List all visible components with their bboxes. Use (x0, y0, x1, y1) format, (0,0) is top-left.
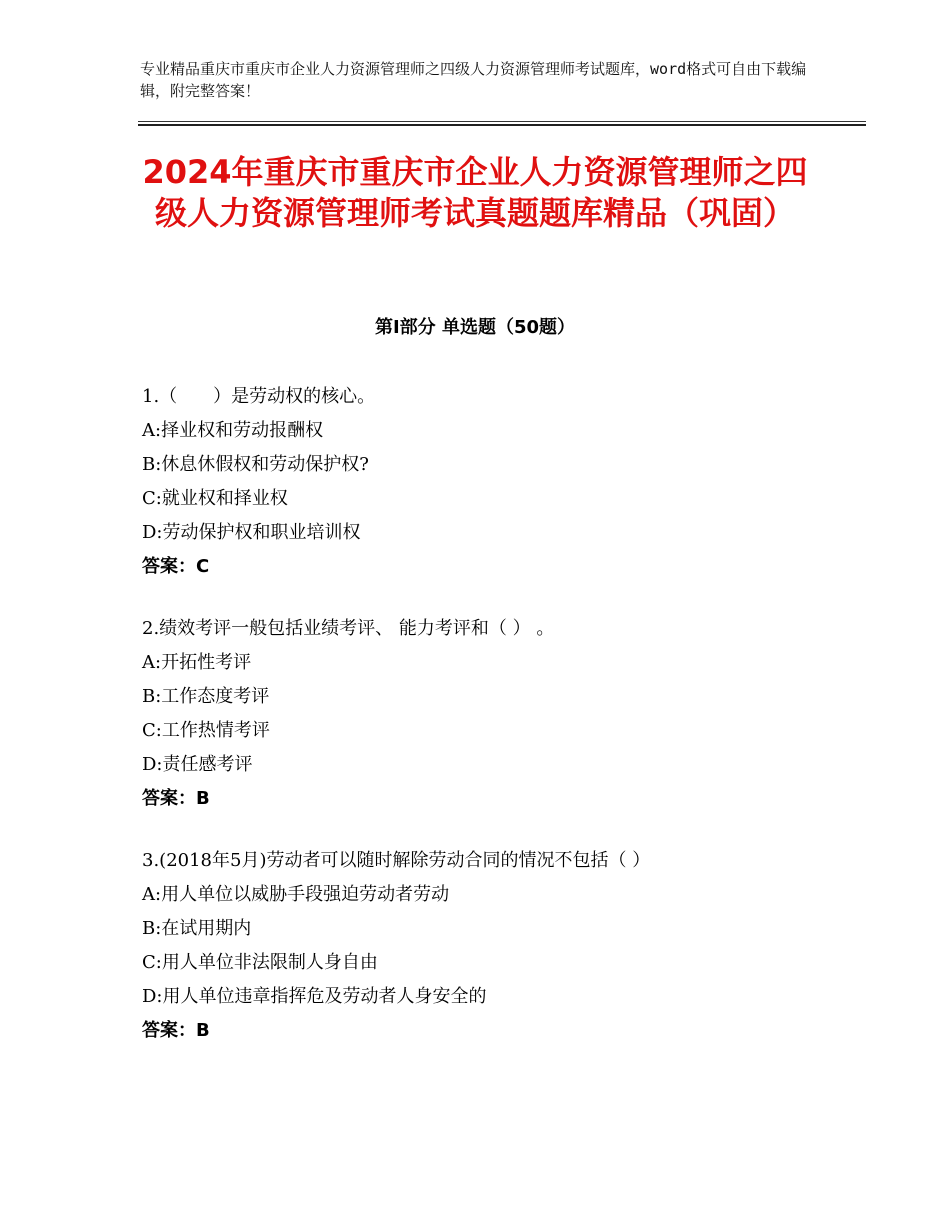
option-text: 用人单位非法限制人身自由 (161, 952, 378, 973)
option-text: 用人单位以威胁手段强迫劳动者劳动 (161, 884, 450, 905)
option-d (142, 980, 822, 1014)
option-label: A: (142, 652, 162, 673)
option-text: 用人单位违章指挥危及劳动者人身安全的 (162, 986, 487, 1007)
option-c (142, 482, 822, 516)
section-heading: 第Ⅰ部分 单选题（50题） (374, 317, 575, 338)
option-text: 择业权和劳动报酬权 (161, 420, 324, 441)
option-b (142, 680, 822, 714)
option-text: 在试用期内 (161, 918, 252, 939)
option-text: 休息休假权和劳动保护权? (161, 454, 369, 475)
answer-line: 答案：C (142, 556, 210, 577)
option-a (142, 414, 822, 448)
option-text: 开拓性考评 (161, 652, 252, 673)
question-stem: 2.绩效考评一般包括业绩考评、 能力考评和（ ） 。 (142, 618, 555, 639)
question-stem: 1.（ ）是劳动权的核心。 (142, 386, 376, 407)
question-stem: 3.(2018年5月)劳动者可以随时解除劳动合同的情况不包括（ ） (142, 850, 651, 871)
option-text: 工作热情考评 (161, 720, 270, 741)
option-text: 劳动保护权和职业培训权 (162, 522, 361, 543)
option-c (142, 946, 822, 980)
option-label: B: (142, 454, 162, 475)
question-1 (142, 380, 822, 584)
header-divider-thick (138, 124, 866, 126)
option-a (142, 878, 822, 912)
option-d (142, 516, 822, 550)
option-text: 责任感考评 (162, 754, 253, 775)
option-b (142, 912, 822, 946)
option-label: C: (142, 720, 162, 741)
question-list (142, 380, 822, 1076)
option-label: A: (142, 884, 162, 905)
option-label: C: (142, 952, 162, 973)
question-2 (142, 612, 822, 816)
option-label: C: (142, 488, 162, 509)
option-label: D: (142, 986, 163, 1007)
option-b (142, 448, 822, 482)
option-label: A: (142, 420, 162, 441)
option-label: D: (142, 754, 163, 775)
question-3 (142, 844, 822, 1048)
option-label: B: (142, 918, 162, 939)
option-c (142, 714, 822, 748)
header-note: 专业精品重庆市重庆市企业人力资源管理师之四级人力资源管理师考试题库，word格式可自由下载编辑，附完整答案！ (140, 60, 807, 100)
option-label: B: (142, 686, 162, 707)
option-a (142, 646, 822, 680)
header-divider-thin (138, 121, 866, 122)
answer-line: 答案：B (142, 788, 210, 809)
option-text: 工作态度考评 (161, 686, 270, 707)
option-text: 就业权和择业权 (161, 488, 288, 509)
option-label: D: (142, 522, 163, 543)
option-d (142, 748, 822, 782)
document-title: 2024年重庆市重庆市企业人力资源管理师之四级人力资源管理师考试真题题库精品（巩固） (142, 153, 808, 232)
answer-line: 答案：B (142, 1020, 210, 1041)
